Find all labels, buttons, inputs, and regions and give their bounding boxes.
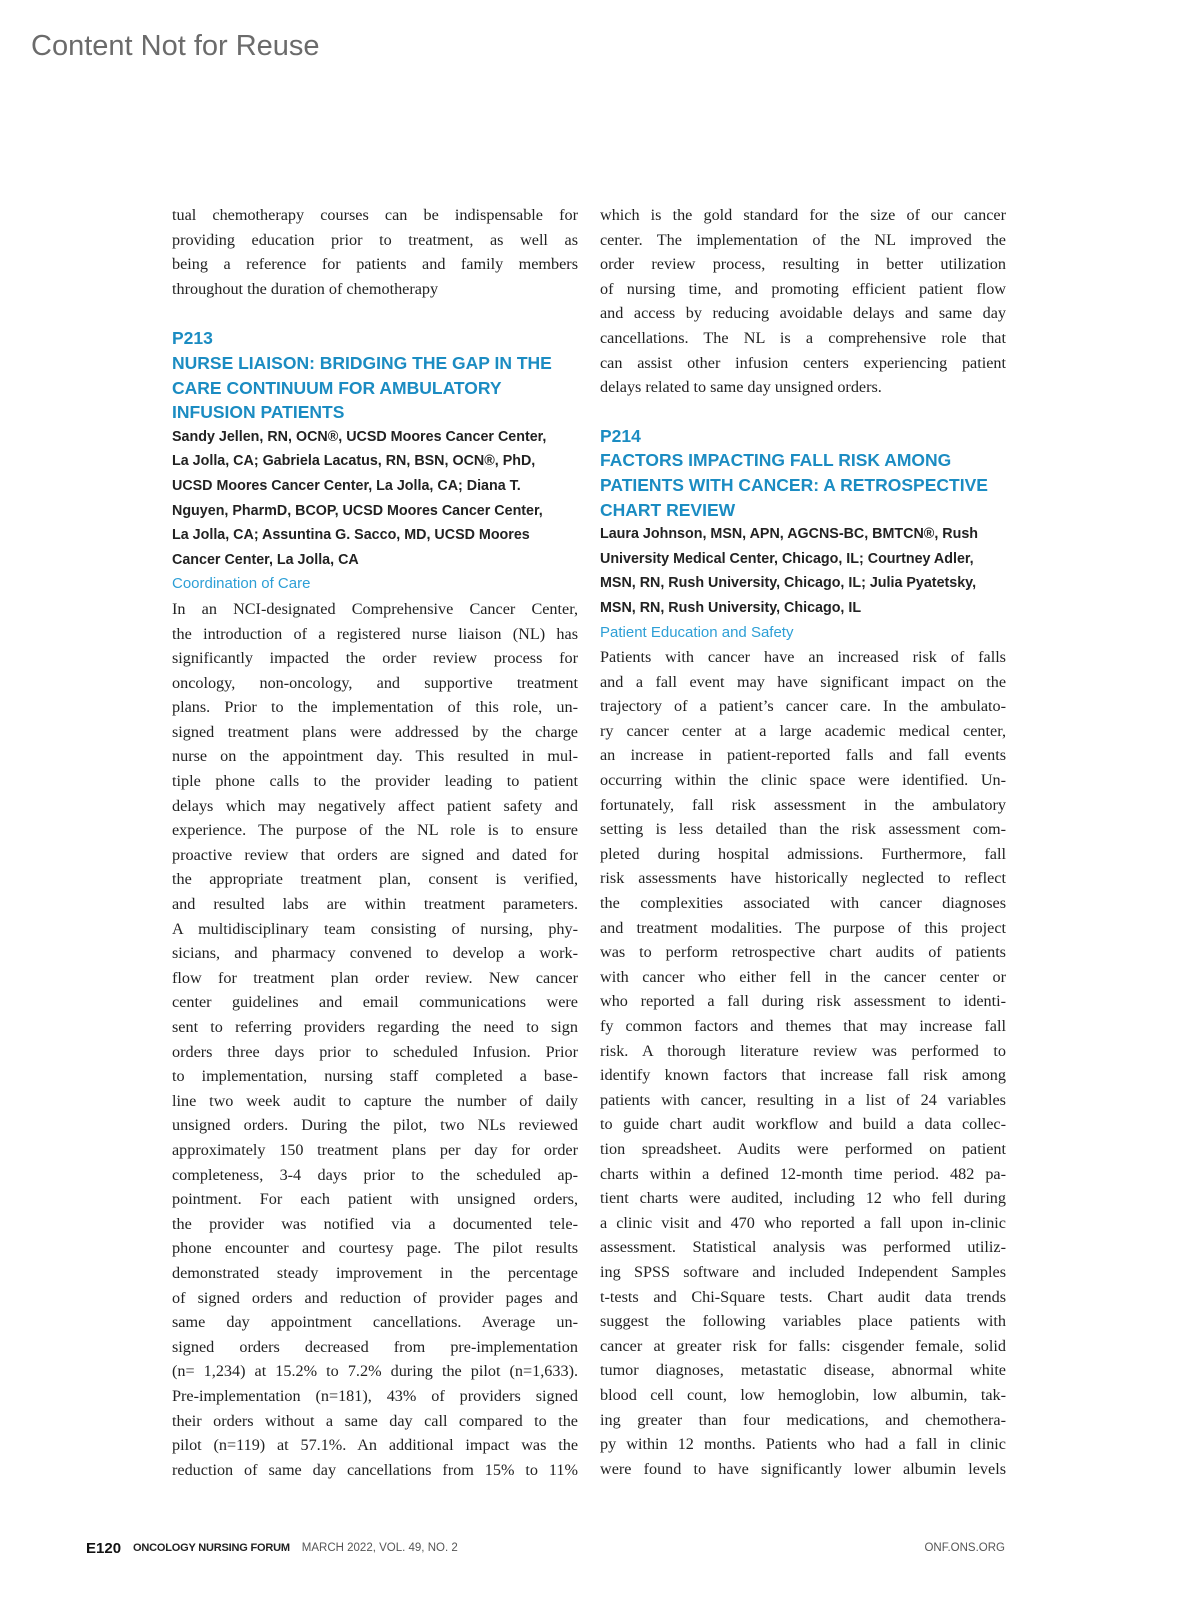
abstract-category: Patient Education and Safety (600, 623, 794, 641)
text-line: center. The implementation of the NL improved the (600, 230, 1006, 249)
text-line: orders three days prior to scheduled Infusion. Prior (172, 1042, 578, 1061)
text-line: MSN, RN, Rush University, Chicago, IL; Julia Pyatetsky, (600, 575, 977, 592)
text-line: who reported a fall during risk assessment to identi- (600, 992, 1006, 1011)
text-line: delays related to same day unsigned orders. (600, 378, 882, 397)
text-line: charts within a defined 12-month time period. 482 pa- (600, 1164, 1006, 1183)
text-line: oncology, non-oncology, and supportive treatment (172, 673, 578, 692)
text-line: signed treatment plans were addressed by the charge (172, 722, 578, 741)
text-line: tient charts were audited, including 12 who fell during (600, 1189, 1006, 1208)
text-line: of nursing time, and promoting efficient patient flow (600, 279, 1006, 298)
text-line: nurse on the appointment day. This resulted in mul- (172, 747, 578, 766)
text-line: unsigned orders. During the pilot, two NLs reviewed (172, 1116, 578, 1135)
continued-text (600, 203, 1006, 400)
text-line: experience. The purpose of the NL role is to ensure (172, 821, 578, 840)
text-line: to implementation, nursing staff completed a base- (172, 1067, 578, 1086)
text-line: the introduction of a registered nurse liaison (NL) has (172, 624, 578, 643)
text-line: reduction of same day cancellations from 15% to 11% (172, 1460, 578, 1479)
text-line: CARE CONTINUUM FOR AMBULATORY (172, 377, 502, 398)
text-line: tual chemotherapy courses can be indispensable for (172, 206, 578, 224)
abstract-body (172, 597, 578, 1482)
text-line: providing education prior to treatment, as well as (172, 230, 578, 249)
text-line: setting is less detailed than the risk assessment com- (600, 820, 1006, 839)
text-line: tion spreadsheet. Audits were performed on patient (600, 1139, 1006, 1158)
text-line: their orders without a same day call compared to the (172, 1411, 578, 1430)
text-line: blood cell count, low hemoglobin, low albumin, tak- (600, 1385, 1006, 1404)
text-line: Pre-implementation (n=181), 43% of providers signed (172, 1386, 578, 1405)
abstract-authors (600, 522, 1006, 620)
journal-url: ONF.ONS.ORG (924, 1542, 1005, 1554)
text-line: with cancer who either fell in the cancer center or (600, 967, 1006, 986)
text-line: ing SPSS software and included Independent Samples (600, 1262, 1006, 1281)
abstract-title (600, 448, 1006, 522)
abstract-id: P213 (172, 328, 213, 349)
text-line: patients with cancer, resulting in a list of 24 variables (600, 1090, 1006, 1109)
text-line: can assist other infusion centers experiencing patient (600, 353, 1006, 372)
text-line: being a reference for patients and family members (172, 255, 578, 274)
text-line: occurring within the clinic space were identified. Un- (600, 771, 1006, 790)
text-line: to guide chart audit workflow and build a data collec- (600, 1115, 1006, 1134)
text-line: risk assessments have historically neglected to reflect (600, 869, 1006, 888)
text-line: suggest the following variables place patients with (600, 1312, 1006, 1331)
page-number: E120 (86, 1539, 122, 1557)
text-line: an increase in patient-reported falls and fall events (600, 746, 1006, 765)
text-line: sent to referring providers regarding the need to sign (172, 1018, 578, 1036)
text-line: Patients with cancer have an increased risk of falls (600, 648, 1006, 667)
text-line: identify known factors that increase fall risk among (600, 1066, 1006, 1085)
text-line: fy common factors and themes that may increase fall (600, 1017, 1006, 1035)
text-line: center guidelines and email communications were (172, 993, 578, 1012)
text-line: ing greater than four medications, and chemothera- (600, 1410, 1006, 1429)
journal-name: ONCOLOGY NURSING FORUM (133, 1542, 290, 1554)
text-line: delays which may negatively affect patient safety and (172, 796, 578, 815)
text-line: and treatment modalities. The purpose of this project (600, 918, 1006, 937)
text-line: throughout the duration of chemotherapy (172, 279, 439, 298)
watermark: Content Not for Reuse (31, 30, 320, 62)
text-line: cancer at greater risk for falls: cisgender female, solid (600, 1336, 1006, 1355)
text-line: and resulted labs are within treatment parameters. (172, 895, 578, 914)
text-line: FACTORS IMPACTING FALL RISK AMONG (600, 450, 952, 471)
text-line: and a fall event may have significant impact on the (600, 672, 1006, 691)
text-line: (n= 1,234) at 15.2% to 7.2% during the pilot (n=1,633). (172, 1362, 578, 1381)
text-line: PATIENTS WITH CANCER: A RETROSPECTIVE (600, 474, 988, 495)
text-line: significantly impacted the order review process for (172, 649, 578, 668)
text-line: and access by reducing avoidable delays and same day (600, 304, 1006, 323)
text-line: sicians, and pharmacy convened to develop a work- (172, 944, 578, 963)
text-line: which is the gold standard for the size of our cancer (600, 206, 1006, 224)
abstract-body (600, 645, 1006, 1481)
text-line: completeness, 3-4 days prior to the scheduled ap- (172, 1165, 578, 1184)
text-line: University Medical Center, Chicago, IL; Courtney Adler, (600, 550, 974, 567)
text-line: t-tests and Chi-Square tests. Chart audit data trends (600, 1287, 1006, 1306)
text-line: same day appointment cancellations. Average un- (172, 1313, 578, 1332)
text-line: of signed orders and reduction of provider pages and (172, 1288, 578, 1307)
abstract-category: Coordination of Care (172, 575, 311, 593)
text-line: Cancer Center, La Jolla, CA (172, 551, 359, 568)
text-line: A multidisciplinary team consisting of nursing, phy- (172, 919, 578, 938)
text-line: assessment. Statistical analysis was performed utiliz- (600, 1238, 1006, 1257)
text-line: the complexities associated with cancer diagnoses (600, 894, 1006, 913)
text-line: risk. A thorough literature review was performed to (600, 1041, 1006, 1060)
page-footer (86, 1538, 1005, 1558)
text-line: In an NCI-designated Comprehensive Cancer Center, (172, 599, 578, 618)
text-line: plans. Prior to the implementation of this role, un- (172, 698, 578, 717)
text-line: signed orders decreased from pre-implementation (172, 1337, 578, 1356)
text-line: MSN, RN, Rush University, Chicago, IL (600, 599, 862, 616)
text-line: fortunately, fall risk assessment in the ambulatory (600, 795, 1006, 814)
text-line: line two week audit to capture the number of daily (172, 1091, 578, 1110)
text-line: trajectory of a patient’s cancer care. In the ambulato- (600, 697, 1006, 716)
text-line: UCSD Moores Cancer Center, La Jolla, CA; Diana T. (172, 477, 521, 494)
text-line: INFUSION PATIENTS (172, 402, 345, 423)
text-line: was to perform retrospective chart audits of patients (600, 943, 1006, 962)
text-line: Sandy Jellen, RN, OCN®, UCSD Moores Cancer Center, (172, 428, 547, 445)
text-line: pilot (n=119) at 57.1%. An additional impact was the (172, 1436, 578, 1455)
abstract-title (172, 351, 578, 425)
text-line: pointment. For each patient with unsigned orders, (172, 1190, 578, 1209)
text-line: the appropriate treatment plan, consent is verified, (172, 870, 578, 889)
text-line: py within 12 months. Patients who had a fall in clinic (600, 1435, 1006, 1454)
right-column (600, 203, 1006, 1481)
text-line: proactive review that orders are signed and dated for (172, 845, 578, 864)
text-line: ry cancer center at a large academic medical center, (600, 721, 1006, 740)
text-line: a clinic visit and 470 who reported a fall upon in-clinic (600, 1213, 1006, 1232)
text-line: approximately 150 treatment plans per day for order (172, 1140, 578, 1159)
text-line: order review process, resulting in better utilization (600, 255, 1006, 274)
text-line: Nguyen, PharmD, BCOP, UCSD Moores Cancer Center, (172, 502, 543, 519)
text-line: phone encounter and courtesy page. The pilot results (172, 1239, 578, 1258)
text-line: Laura Johnson, MSN, APN, AGCNS-BC, BMTCN®, Rush (600, 526, 979, 543)
text-line: tiple phone calls to the provider leading to patient (172, 772, 578, 791)
text-line: flow for treatment plan order review. New cancer (172, 968, 578, 987)
issue-info: MARCH 2022, VOL. 49, NO. 2 (301, 1542, 458, 1554)
text-line: demonstrated steady improvement in the percentage (172, 1263, 578, 1282)
abstract-authors (172, 425, 578, 573)
text-line: pleted during hospital admissions. Furthermore, fall (600, 844, 1006, 863)
text-line: cancellations. The NL is a comprehensive role that (600, 328, 1006, 347)
text-line: La Jolla, CA; Assuntina G. Sacco, MD, UCSD Moores (172, 527, 530, 544)
text-line: tumor diagnoses, metastatic disease, abnormal white (600, 1361, 1006, 1380)
left-column (172, 203, 578, 1482)
text-line: CHART REVIEW (600, 499, 736, 520)
text-line: La Jolla, CA; Gabriela Lacatus, RN, BSN, OCN®, PhD, (172, 453, 536, 470)
abstract-id: P214 (600, 425, 641, 446)
continued-text (172, 203, 578, 301)
text-line: were found to have significantly lower albumin levels (600, 1459, 1006, 1478)
text-line: NURSE LIAISON: BRIDGING THE GAP IN THE (172, 352, 552, 373)
text-line: the provider was notified via a documented tele- (172, 1214, 578, 1233)
